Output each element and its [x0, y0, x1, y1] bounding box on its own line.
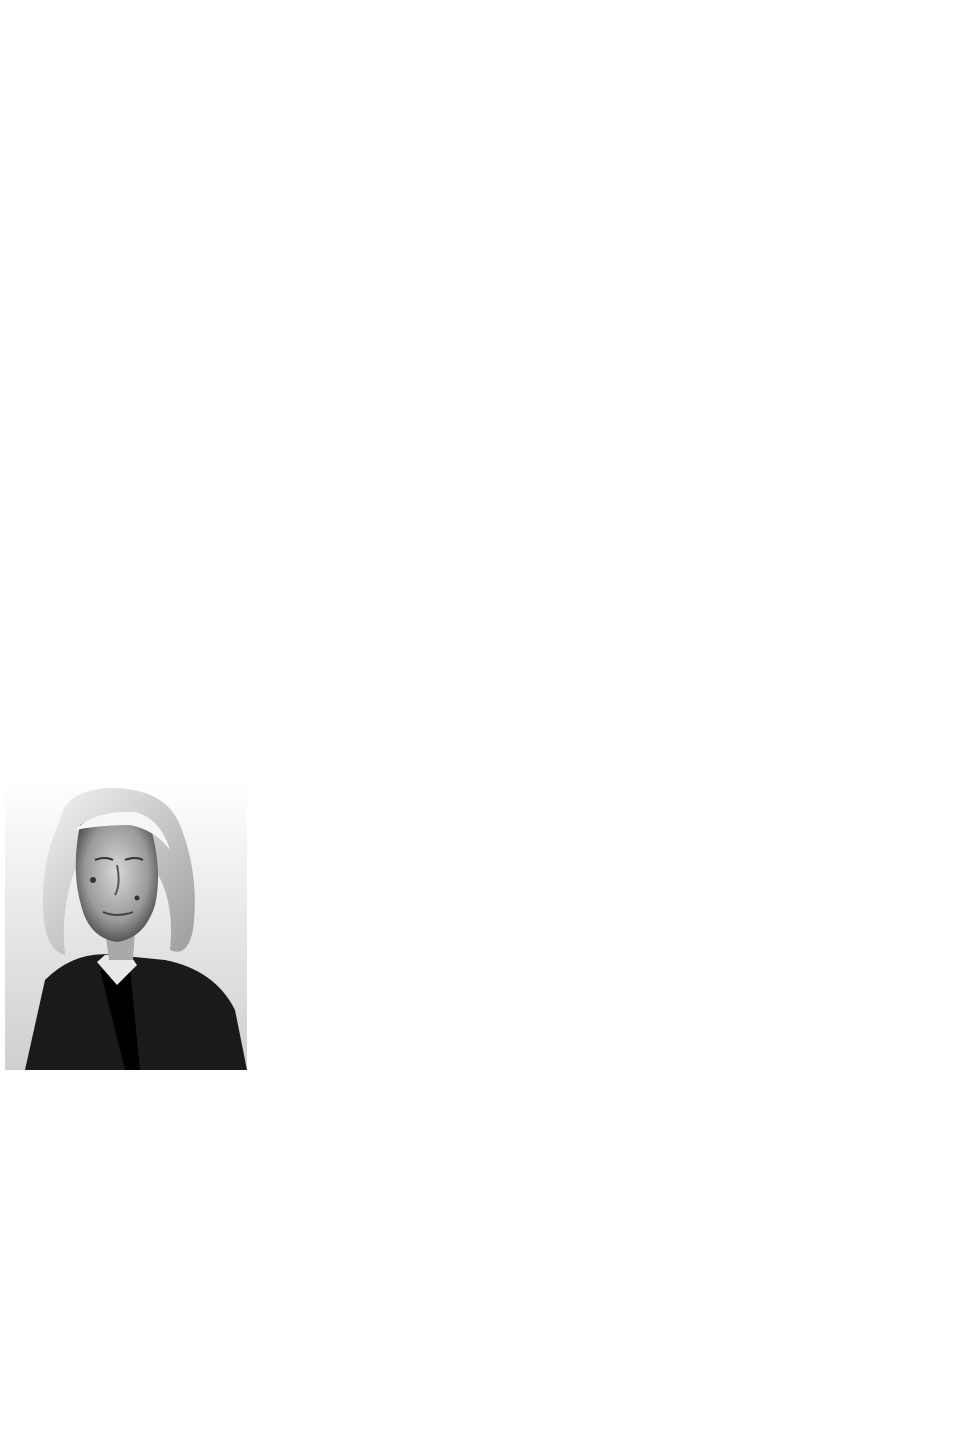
liszt-portrait-image [5, 780, 247, 1070]
